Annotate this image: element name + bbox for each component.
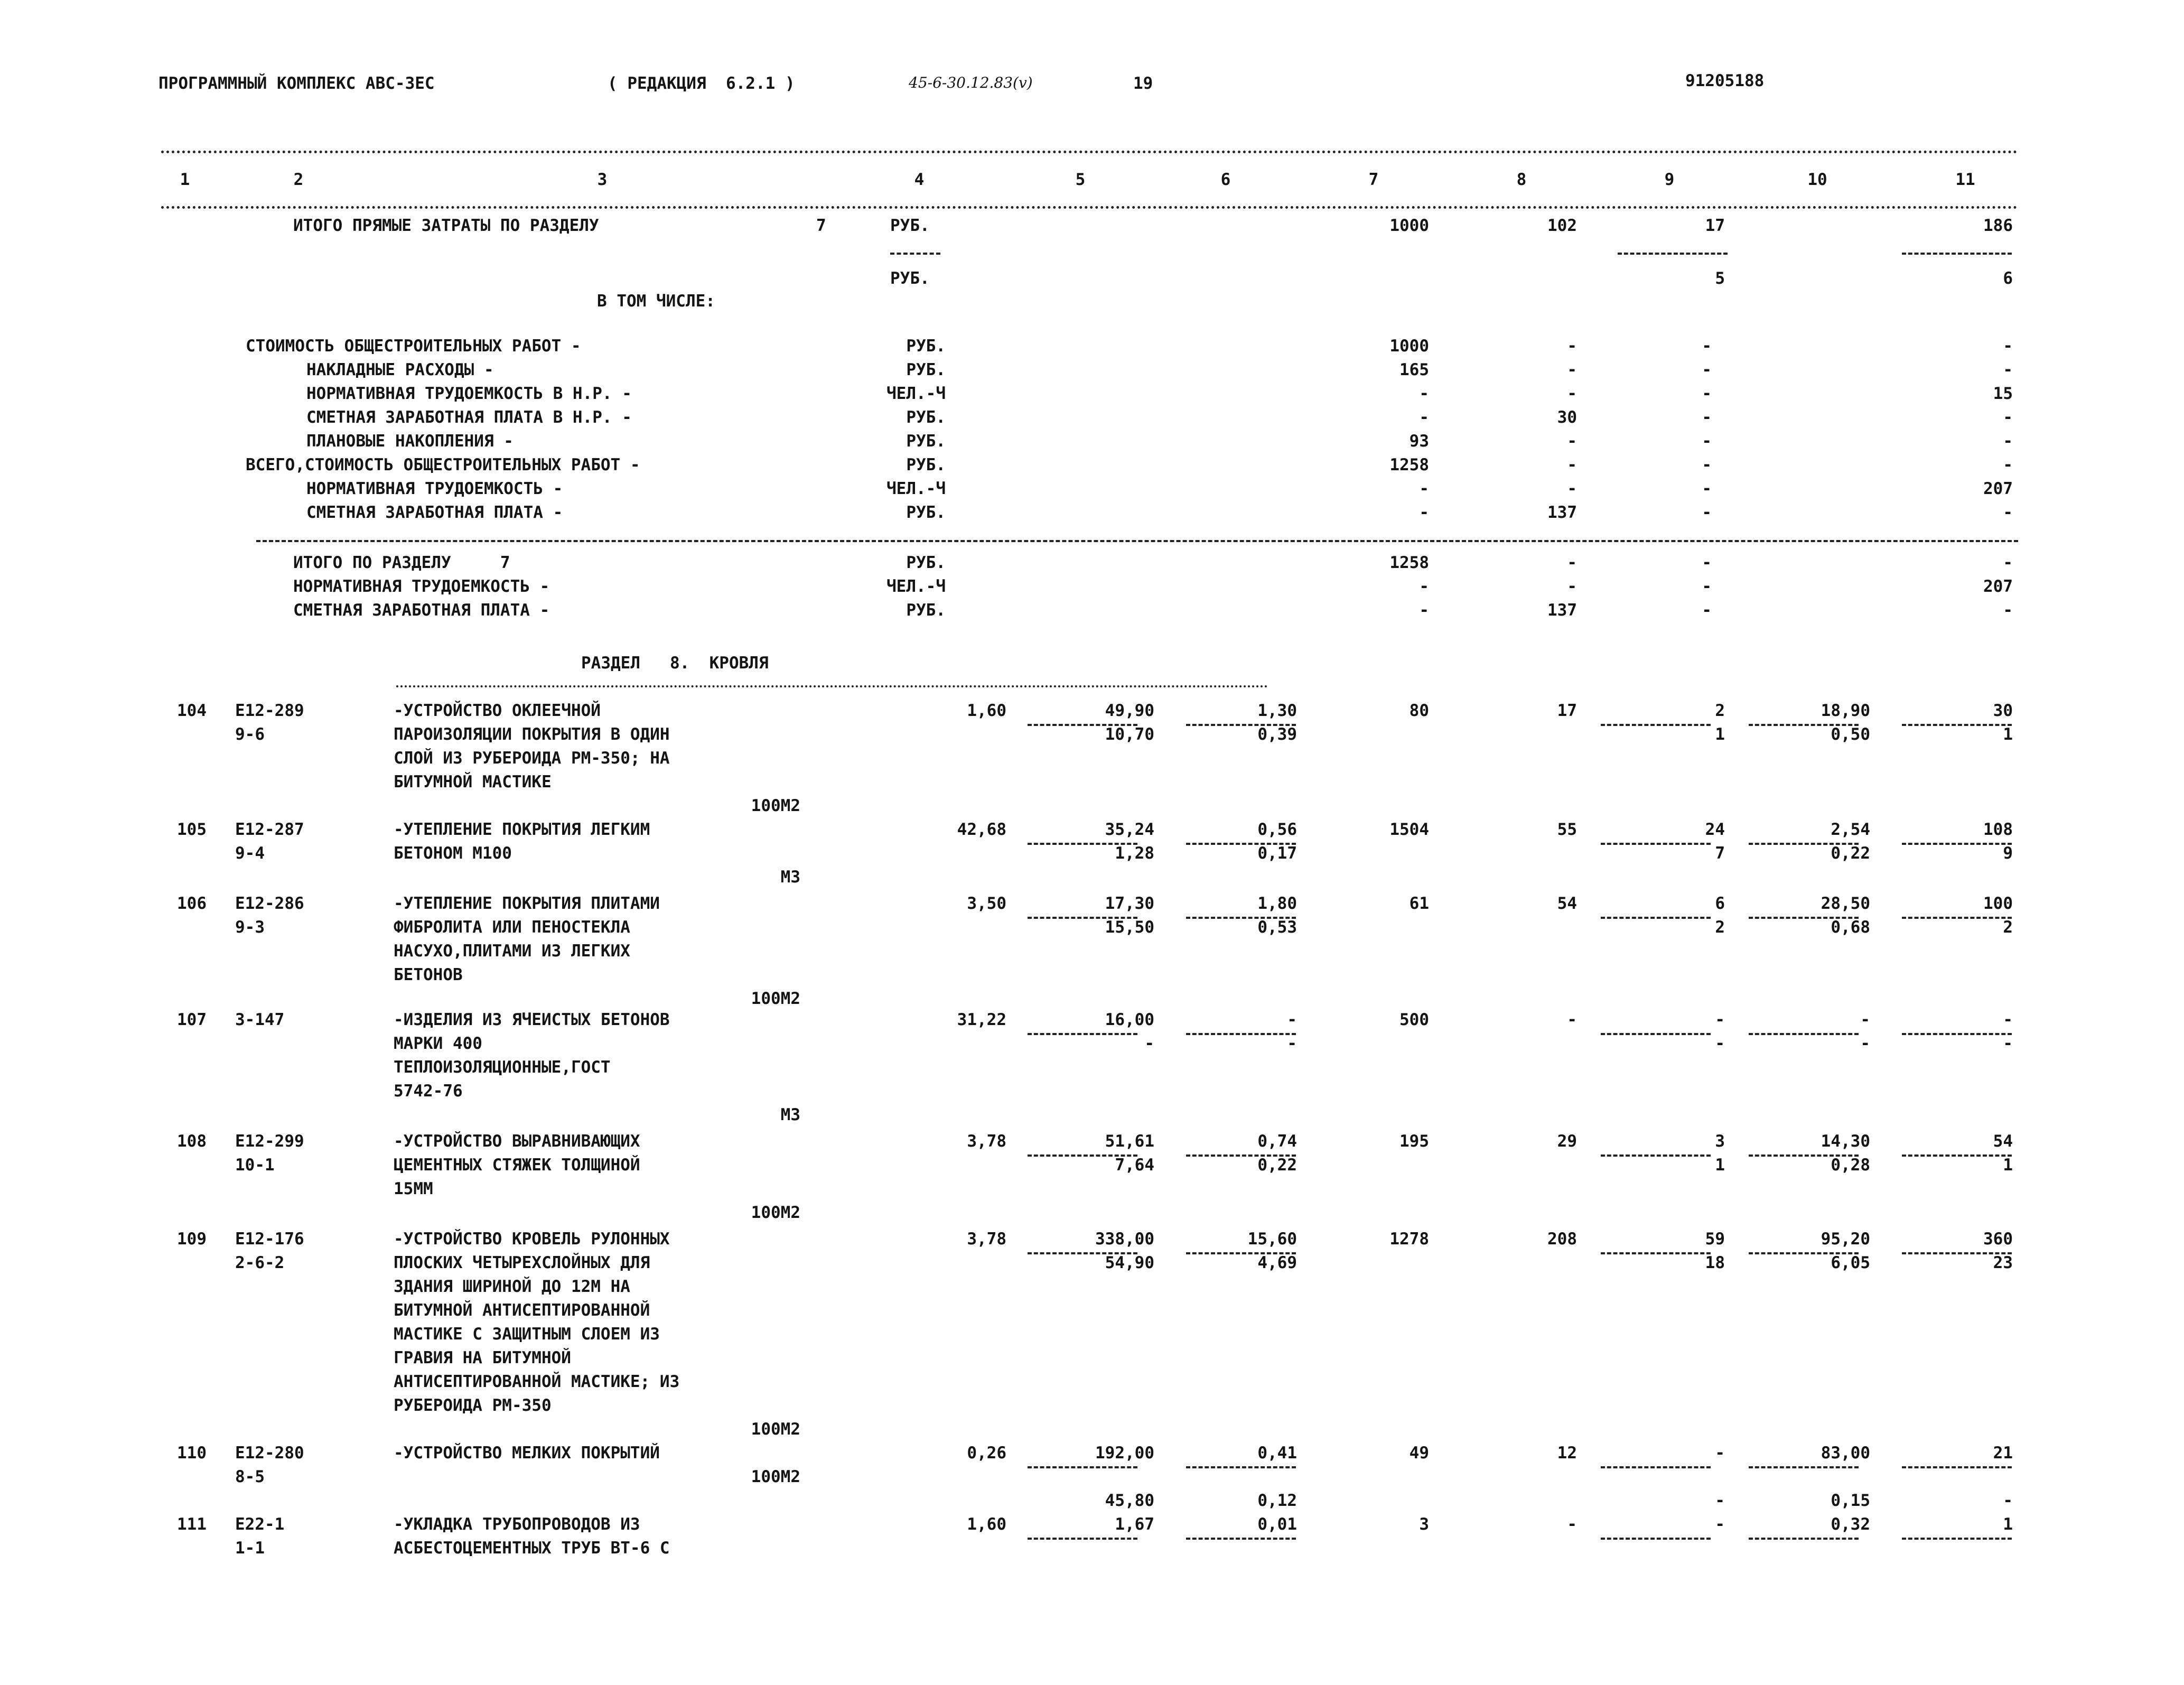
item-code-sub: 10-1 bbox=[235, 1156, 275, 1175]
total-unit-underline bbox=[890, 253, 940, 255]
item-unit: М3 bbox=[780, 1105, 800, 1124]
item-number: 108 bbox=[177, 1132, 207, 1151]
item-quantity: 3,78 bbox=[967, 1230, 1006, 1249]
item-col11-underline bbox=[1902, 843, 2012, 845]
item-wage-labor: 0,12 bbox=[1257, 1491, 1297, 1510]
item-unit: 100М2 bbox=[751, 1420, 800, 1439]
item-unit-price: 17,30 bbox=[1105, 894, 1154, 913]
item-col10-underline bbox=[1749, 1466, 1859, 1468]
item-code: Е22-1 bbox=[235, 1515, 285, 1534]
item-description-line: -УСТРОЙСТВО ВЫРАВНИВАЮЩИХ bbox=[394, 1132, 640, 1151]
item-col9-underline bbox=[1601, 917, 1711, 919]
total-section-number: 7 bbox=[816, 216, 826, 235]
item-quantity: 42,68 bbox=[957, 820, 1006, 839]
section-title-underline bbox=[396, 685, 1268, 687]
column-number-11: 11 bbox=[1955, 170, 1975, 189]
item-code-sub: 9-6 bbox=[235, 725, 265, 744]
breakdown-col8: 137 bbox=[1547, 503, 1577, 522]
item-col11: 30 bbox=[1993, 701, 2013, 720]
breakdown-label: ПЛАНОВЫЕ НАКОПЛЕНИЯ - bbox=[306, 432, 514, 451]
item-total-cost: 500 bbox=[1399, 1010, 1429, 1029]
breakdown-label: ВСЕГО,СТОИМОСТЬ ОБЩЕСТРОИТЕЛЬНЫХ РАБОТ - bbox=[246, 455, 640, 474]
item-wage-labor: 0,53 bbox=[1257, 918, 1297, 937]
item-col10: 18,90 bbox=[1821, 701, 1870, 720]
item-code: 3-147 bbox=[235, 1010, 285, 1029]
breakdown-unit: РУБ. bbox=[906, 432, 946, 451]
item-col11-underline bbox=[1902, 1538, 2012, 1540]
including-label: В ТОМ ЧИСЛЕ: bbox=[597, 292, 715, 311]
item-unit-price: 338,00 bbox=[1095, 1230, 1154, 1249]
item-unit-wage: 0,01 bbox=[1257, 1515, 1297, 1534]
breakdown-col7: - bbox=[1419, 503, 1429, 522]
item-code-sub: 8-5 bbox=[235, 1467, 265, 1486]
column-number-6: 6 bbox=[1220, 170, 1231, 189]
item-col11-underline bbox=[1902, 724, 2012, 726]
item-quantity: 3,50 bbox=[967, 894, 1006, 913]
item-col5-underline bbox=[1028, 1466, 1137, 1468]
item-col9-underline bbox=[1601, 1466, 1711, 1468]
item-unit-wage: 0,56 bbox=[1257, 820, 1297, 839]
handwritten-note: 45-6-30.12.83(v) bbox=[909, 74, 1033, 91]
item-col11: 360 bbox=[1983, 1230, 2013, 1249]
item-quantity: 1,60 bbox=[967, 1515, 1006, 1534]
document-code: 91205188 bbox=[1685, 71, 1765, 90]
item-unit-price: 16,00 bbox=[1105, 1010, 1154, 1029]
column-number-10: 10 bbox=[1807, 170, 1827, 189]
section-total-col7: 1258 bbox=[1389, 553, 1429, 572]
item-description-line: АНТИСЕПТИРОВАННОЙ МАСТИКЕ; ИЗ bbox=[394, 1372, 680, 1391]
item-number: 109 bbox=[177, 1230, 207, 1249]
item-col11-underline bbox=[1902, 917, 2012, 919]
item-number: 107 bbox=[177, 1010, 207, 1029]
item-col11-b: - bbox=[2003, 1034, 2013, 1053]
item-unit-wage: 0,41 bbox=[1257, 1444, 1297, 1463]
item-description-line: ПАРОИЗОЛЯЦИИ ПОКРЫТИЯ В ОДИН bbox=[394, 725, 670, 744]
item-number: 111 bbox=[177, 1515, 207, 1534]
breakdown-col8: - bbox=[1567, 432, 1577, 451]
breakdown-col11: - bbox=[2003, 337, 2013, 356]
item-col9: 3 bbox=[1715, 1132, 1725, 1151]
item-col8: 55 bbox=[1557, 820, 1577, 839]
breakdown-col11: - bbox=[2003, 455, 2013, 474]
item-unit-wage: - bbox=[1287, 1010, 1297, 1029]
item-unit-price: 49,90 bbox=[1105, 701, 1154, 720]
item-col9: 2 bbox=[1715, 701, 1725, 720]
item-col9: - bbox=[1715, 1010, 1725, 1029]
item-wage-price: 54,90 bbox=[1105, 1253, 1154, 1272]
item-description-line: ПЛОСКИХ ЧЕТЫРЕХСЛОЙНЫХ ДЛЯ bbox=[394, 1253, 650, 1272]
item-description-line: АСБЕСТОЦЕМЕНТНЫХ ТРУБ ВТ-6 С bbox=[394, 1539, 670, 1558]
breakdown-unit: РУБ. bbox=[906, 360, 946, 379]
section-total-unit: РУБ. bbox=[906, 553, 946, 572]
column-number-9: 9 bbox=[1664, 170, 1675, 189]
section-total-col8: - bbox=[1567, 553, 1577, 572]
section-total-unit: РУБ. bbox=[906, 601, 946, 620]
section-total-unit: ЧЕЛ.-Ч bbox=[886, 577, 946, 596]
item-number: 106 bbox=[177, 894, 207, 913]
section-total-col11: - bbox=[2003, 553, 2013, 572]
item-col9: 24 bbox=[1705, 820, 1725, 839]
item-col9-b: 7 bbox=[1715, 844, 1725, 863]
item-col9-b: - bbox=[1715, 1034, 1725, 1053]
item-col9-underline bbox=[1601, 724, 1711, 726]
section-total-label: ИТОГО ПО РАЗДЕЛУ 7 bbox=[293, 553, 510, 572]
breakdown-col7: 165 bbox=[1399, 360, 1429, 379]
item-col10: 95,20 bbox=[1821, 1230, 1870, 1249]
page-number: 19 bbox=[1133, 74, 1153, 93]
item-quantity: 31,22 bbox=[957, 1010, 1006, 1029]
breakdown-col8: - bbox=[1567, 455, 1577, 474]
item-unit: 100М2 bbox=[751, 989, 800, 1008]
item-col9-underline bbox=[1601, 843, 1711, 845]
item-col8: 12 bbox=[1557, 1444, 1577, 1463]
item-description-line: РУБЕРОИДА РМ-350 bbox=[394, 1396, 552, 1415]
breakdown-col7: - bbox=[1419, 384, 1429, 403]
item-col9: 59 bbox=[1705, 1230, 1725, 1249]
total-label: ИТОГО ПРЯМЫЕ ЗАТРАТЫ ПО РАЗДЕЛУ bbox=[293, 216, 599, 235]
breakdown-col7: 1000 bbox=[1389, 337, 1429, 356]
item-col11-underline bbox=[1902, 1033, 2012, 1035]
item-code: Е12-299 bbox=[235, 1132, 304, 1151]
breakdown-label: СМЕТНАЯ ЗАРАБОТНАЯ ПЛАТА В Н.Р. - bbox=[306, 408, 632, 427]
column-number-4: 4 bbox=[914, 170, 925, 189]
breakdown-unit: РУБ. bbox=[906, 503, 946, 522]
item-total-cost: 1278 bbox=[1389, 1230, 1429, 1249]
item-description-line: -УТЕПЛЕНИЕ ПОКРЫТИЯ ЛЕГКИМ bbox=[394, 820, 650, 839]
item-col9: 6 bbox=[1715, 894, 1725, 913]
item-col9: - bbox=[1715, 1515, 1725, 1534]
item-col11: 108 bbox=[1983, 820, 2013, 839]
item-col10-b: 0,68 bbox=[1831, 918, 1870, 937]
item-description-line: -УТЕПЛЕНИЕ ПОКРЫТИЯ ПЛИТАМИ bbox=[394, 894, 660, 913]
breakdown-col11: - bbox=[2003, 360, 2013, 379]
item-number: 105 bbox=[177, 820, 207, 839]
item-unit-price: 192,00 bbox=[1095, 1444, 1154, 1463]
breakdown-col8: - bbox=[1567, 360, 1577, 379]
column-number-3: 3 bbox=[597, 170, 608, 189]
item-wage-labor: 4,69 bbox=[1257, 1253, 1297, 1272]
total-col9-underline bbox=[1618, 253, 1728, 255]
item-unit-wage: 1,30 bbox=[1257, 701, 1297, 720]
breakdown-label: СМЕТНАЯ ЗАРАБОТНАЯ ПЛАТА - bbox=[306, 503, 563, 522]
item-col11: 54 bbox=[1993, 1132, 2013, 1151]
header-rule-top bbox=[161, 151, 2018, 153]
item-wage-labor: 0,17 bbox=[1257, 844, 1297, 863]
item-wage-labor: - bbox=[1287, 1034, 1297, 1053]
item-code: Е12-176 bbox=[235, 1230, 304, 1249]
section-total-col11: - bbox=[2003, 601, 2013, 620]
item-col6-underline bbox=[1186, 1466, 1296, 1468]
item-col11-b: 23 bbox=[1993, 1253, 2013, 1272]
item-description-line: -УСТРОЙСТВО ОКЛЕЕЧНОЙ bbox=[394, 701, 601, 720]
item-col10: 14,30 bbox=[1821, 1132, 1870, 1151]
item-total-cost: 195 bbox=[1399, 1132, 1429, 1151]
section-total-col8: - bbox=[1567, 577, 1577, 596]
edition-label: ( РЕДАКЦИЯ 6.2.1 ) bbox=[608, 74, 795, 93]
item-description-line: БИТУМНОЙ МАСТИКЕ bbox=[394, 772, 552, 792]
item-wage-price: 10,70 bbox=[1105, 725, 1154, 744]
item-unit: 100М2 bbox=[751, 1203, 800, 1222]
breakdown-label: СТОИМОСТЬ ОБЩЕСТРОИТЕЛЬНЫХ РАБОТ - bbox=[246, 337, 581, 356]
breakdown-col11: 15 bbox=[1993, 384, 2013, 403]
section-total-col11: 207 bbox=[1983, 577, 2013, 596]
item-col10-underline bbox=[1749, 1033, 1859, 1035]
item-col11-b: 1 bbox=[2003, 1156, 2013, 1175]
breakdown-col9: - bbox=[1702, 503, 1712, 522]
total-col9-b: 5 bbox=[1715, 269, 1725, 288]
item-col10-b: 0,15 bbox=[1831, 1491, 1870, 1510]
item-unit-price: 1,67 bbox=[1115, 1515, 1154, 1534]
item-total-cost: 61 bbox=[1409, 894, 1429, 913]
column-number-8: 8 bbox=[1516, 170, 1527, 189]
item-col10: 83,00 bbox=[1821, 1444, 1870, 1463]
breakdown-col9: - bbox=[1702, 384, 1712, 403]
column-number-7: 7 bbox=[1368, 170, 1379, 189]
section-total-col9: - bbox=[1702, 577, 1712, 596]
item-col11-underline bbox=[1902, 1155, 2012, 1157]
item-unit-wage: 15,60 bbox=[1247, 1230, 1297, 1249]
item-col10: 28,50 bbox=[1821, 894, 1870, 913]
item-description-line: -УСТРОЙСТВО КРОВЕЛЬ РУЛОННЫХ bbox=[394, 1230, 670, 1249]
item-col5-underline bbox=[1028, 1538, 1137, 1540]
item-col8: 208 bbox=[1547, 1230, 1577, 1249]
breakdown-col8: 30 bbox=[1557, 408, 1577, 427]
item-description-line: ЗДАНИЯ ШИРИНОЙ ДО 12М НА bbox=[394, 1277, 630, 1296]
item-total-cost: 3 bbox=[1419, 1515, 1429, 1534]
item-wage-labor: 0,22 bbox=[1257, 1156, 1297, 1175]
item-unit: М3 bbox=[780, 868, 800, 887]
item-quantity: 1,60 bbox=[967, 701, 1006, 720]
item-col6-underline bbox=[1186, 1538, 1296, 1540]
item-col10-b: 6,05 bbox=[1831, 1253, 1870, 1272]
item-quantity: 0,26 bbox=[967, 1444, 1006, 1463]
item-code-sub: 2-6-2 bbox=[235, 1253, 285, 1272]
section-total-label: СМЕТНАЯ ЗАРАБОТНАЯ ПЛАТА - bbox=[293, 601, 550, 620]
breakdown-col7: 93 bbox=[1409, 432, 1429, 451]
item-col11-b: 1 bbox=[2003, 725, 2013, 744]
breakdown-col9: - bbox=[1702, 479, 1712, 498]
item-col10: 0,32 bbox=[1831, 1515, 1870, 1534]
item-description-line: БИТУМНОЙ АНТИСЕПТИРОВАННОЙ bbox=[394, 1301, 650, 1320]
item-description-line: -УКЛАДКА ТРУБОПРОВОДОВ ИЗ bbox=[394, 1515, 640, 1534]
item-col9-underline bbox=[1601, 1538, 1711, 1540]
item-col6-underline bbox=[1186, 1033, 1296, 1035]
total-unit: РУБ. bbox=[890, 216, 930, 235]
item-number: 110 bbox=[177, 1444, 207, 1463]
item-col10: 2,54 bbox=[1831, 820, 1870, 839]
item-col8: 54 bbox=[1557, 894, 1577, 913]
item-col9-b: 2 bbox=[1715, 918, 1725, 937]
total-col11-underline bbox=[1902, 253, 2012, 255]
total-col11: 186 bbox=[1983, 216, 2013, 235]
item-col8: 17 bbox=[1557, 701, 1577, 720]
item-description-line: 15ММ bbox=[394, 1179, 433, 1198]
breakdown-unit: ЧЕЛ.-Ч bbox=[886, 479, 946, 498]
item-col9-b: 1 bbox=[1715, 725, 1725, 744]
total-col7: 1000 bbox=[1389, 216, 1429, 235]
item-description-line: -ИЗДЕЛИЯ ИЗ ЯЧЕИСТЫХ БЕТОНОВ bbox=[394, 1010, 670, 1029]
item-description-line: НАСУХО,ПЛИТАМИ ИЗ ЛЕГКИХ bbox=[394, 942, 630, 961]
item-unit: 100М2 bbox=[751, 796, 800, 815]
item-col10: - bbox=[1860, 1010, 1870, 1029]
item-col9-b: - bbox=[1715, 1491, 1725, 1510]
item-wage-price: 45,80 bbox=[1105, 1491, 1154, 1510]
item-code: Е12-287 bbox=[235, 820, 304, 839]
item-col9-underline bbox=[1601, 1033, 1711, 1035]
breakdown-col7: 1258 bbox=[1389, 455, 1429, 474]
breakdown-col8: - bbox=[1567, 337, 1577, 356]
item-col9-underline bbox=[1601, 1155, 1711, 1157]
item-col11: 21 bbox=[1993, 1444, 2013, 1463]
item-total-cost: 80 bbox=[1409, 701, 1429, 720]
section-total-label: НОРМАТИВНАЯ ТРУДОЕМКОСТЬ - bbox=[293, 577, 550, 596]
item-wage-price: 1,28 bbox=[1115, 844, 1154, 863]
breakdown-col8: - bbox=[1567, 479, 1577, 498]
breakdown-unit: РУБ. bbox=[906, 337, 946, 356]
breakdown-col11: - bbox=[2003, 503, 2013, 522]
total-col8: 102 bbox=[1547, 216, 1577, 235]
breakdown-col11: - bbox=[2003, 432, 2013, 451]
item-col8: - bbox=[1567, 1010, 1577, 1029]
breakdown-unit: РУБ. bbox=[906, 455, 946, 474]
breakdown-col8: - bbox=[1567, 384, 1577, 403]
item-unit: 100М2 bbox=[751, 1467, 800, 1486]
item-total-cost: 49 bbox=[1409, 1444, 1429, 1463]
section-title: РАЗДЕЛ 8. КРОВЛЯ bbox=[581, 654, 769, 673]
item-unit-price: 51,61 bbox=[1105, 1132, 1154, 1151]
breakdown-unit: РУБ. bbox=[906, 408, 946, 427]
breakdown-col9: - bbox=[1702, 337, 1712, 356]
item-code-sub: 9-4 bbox=[235, 844, 265, 863]
item-description-line: БЕТОНОМ М100 bbox=[394, 844, 512, 863]
item-code-sub: 9-3 bbox=[235, 918, 265, 937]
item-code: Е12-289 bbox=[235, 701, 304, 720]
section-rule bbox=[256, 540, 2018, 542]
item-col9-b: 1 bbox=[1715, 1156, 1725, 1175]
breakdown-col9: - bbox=[1702, 360, 1712, 379]
item-col11-b: - bbox=[2003, 1491, 2013, 1510]
total-col11-b: 6 bbox=[2003, 269, 2013, 288]
breakdown-col9: - bbox=[1702, 408, 1712, 427]
item-col8: - bbox=[1567, 1515, 1577, 1534]
column-number-5: 5 bbox=[1075, 170, 1086, 189]
section-total-col7: - bbox=[1419, 577, 1429, 596]
item-col11-b: 9 bbox=[2003, 844, 2013, 863]
item-code: Е12-286 bbox=[235, 894, 304, 913]
item-col11-underline bbox=[1902, 1466, 2012, 1468]
item-wage-labor: 0,39 bbox=[1257, 725, 1297, 744]
item-col10-underline bbox=[1749, 1538, 1859, 1540]
item-col11: 100 bbox=[1983, 894, 2013, 913]
item-col9: - bbox=[1715, 1444, 1725, 1463]
item-description-line: ТЕПЛОИЗОЛЯЦИОННЫЕ,ГОСТ bbox=[394, 1058, 611, 1077]
item-col8: 29 bbox=[1557, 1132, 1577, 1151]
column-number-2: 2 bbox=[293, 170, 304, 189]
breakdown-col11: 207 bbox=[1983, 479, 2013, 498]
breakdown-unit: ЧЕЛ.-Ч bbox=[886, 384, 946, 403]
item-description-line: СЛОЙ ИЗ РУБЕРОИДА РМ-350; НА bbox=[394, 749, 670, 768]
breakdown-label: НАКЛАДНЫЕ РАСХОДЫ - bbox=[306, 360, 494, 379]
breakdown-label: НОРМАТИВНАЯ ТРУДОЕМКОСТЬ В Н.Р. - bbox=[306, 384, 632, 403]
item-description-line: 5742-76 bbox=[394, 1082, 463, 1101]
item-unit-wage: 0,74 bbox=[1257, 1132, 1297, 1151]
header-rule-bottom bbox=[161, 206, 2018, 209]
item-quantity: 3,78 bbox=[967, 1132, 1006, 1151]
item-description-line: ЦЕМЕНТНЫХ СТЯЖЕК ТОЛЩИНОЙ bbox=[394, 1156, 640, 1175]
item-col11: 1 bbox=[2003, 1515, 2013, 1534]
total-unit-2: РУБ. bbox=[890, 269, 930, 288]
item-description-line: МАРКИ 400 bbox=[394, 1034, 482, 1053]
column-number-1: 1 bbox=[180, 170, 190, 189]
item-description-line: ГРАВИЯ НА БИТУМНОЙ bbox=[394, 1348, 571, 1367]
section-total-col7: - bbox=[1419, 601, 1429, 620]
item-code: Е12-280 bbox=[235, 1444, 304, 1463]
item-col10-b: 0,50 bbox=[1831, 725, 1870, 744]
breakdown-col7: - bbox=[1419, 479, 1429, 498]
item-col9-b: 18 bbox=[1705, 1253, 1725, 1272]
item-col10-b: 0,22 bbox=[1831, 844, 1870, 863]
item-code-sub: 1-1 bbox=[235, 1539, 265, 1558]
breakdown-col11: - bbox=[2003, 408, 2013, 427]
program-name: ПРОГРАММНЫЙ КОМПЛЕКС АВС-ЗЕС bbox=[158, 74, 435, 93]
item-col9-underline bbox=[1601, 1252, 1711, 1254]
breakdown-col9: - bbox=[1702, 455, 1712, 474]
item-total-cost: 1504 bbox=[1389, 820, 1429, 839]
breakdown-label: НОРМАТИВНАЯ ТРУДОЕМКОСТЬ - bbox=[306, 479, 563, 498]
item-col11: - bbox=[2003, 1010, 2013, 1029]
item-description-line: -УСТРОЙСТВО МЕЛКИХ ПОКРЫТИЙ bbox=[394, 1444, 660, 1463]
item-description-line: БЕТОНОВ bbox=[394, 965, 463, 984]
section-total-col9: - bbox=[1702, 601, 1712, 620]
breakdown-col9: - bbox=[1702, 432, 1712, 451]
item-unit-price: 35,24 bbox=[1105, 820, 1154, 839]
section-total-col9: - bbox=[1702, 553, 1712, 572]
section-total-col8: 137 bbox=[1547, 601, 1577, 620]
item-col10-b: - bbox=[1860, 1034, 1870, 1053]
total-col9: 17 bbox=[1705, 216, 1725, 235]
item-col10-b: 0,28 bbox=[1831, 1156, 1870, 1175]
item-wage-price: 7,64 bbox=[1115, 1156, 1154, 1175]
item-description-line: МАСТИКЕ С ЗАЩИТНЫМ СЛОЕМ ИЗ bbox=[394, 1325, 660, 1344]
item-wage-price: 15,50 bbox=[1105, 918, 1154, 937]
item-col11-b: 2 bbox=[2003, 918, 2013, 937]
item-col5-underline bbox=[1028, 1033, 1137, 1035]
breakdown-col7: - bbox=[1419, 408, 1429, 427]
item-wage-price: - bbox=[1144, 1034, 1154, 1053]
item-description-line: ФИБРОЛИТА ИЛИ ПЕНОСТЕКЛА bbox=[394, 918, 630, 937]
item-number: 104 bbox=[177, 701, 207, 720]
item-unit-wage: 1,80 bbox=[1257, 894, 1297, 913]
